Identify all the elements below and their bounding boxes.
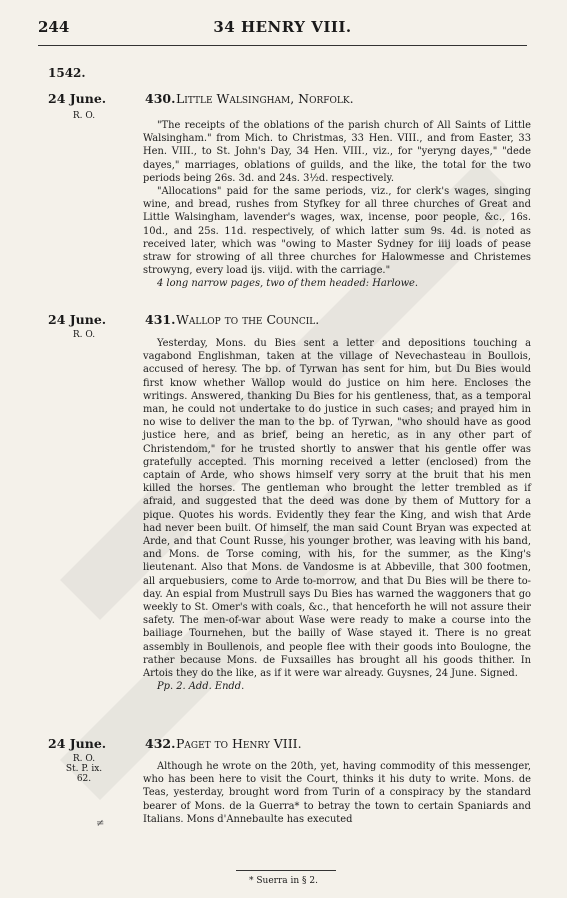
paragraph: Yesterday, Mons. du Bies sent a letter and depositions touching a vagabond Englishman, taken at the village of Nevechasteau in Boullois, accused of heresy. The bp. of Tyrwan has sent for him, but Du Bies would first know whether Wallop would do justice on him here. Encloses the writings. Answered, thanking Du Bies for his gentleness, that, as a temporal man, he could not undertake to do justice in such cases; and prayed him in no wise to deliver the man to the bp. of Tyrwan, "who should have as good justice here, and as brief, being an heretic, as in any other part of Christendom," for he trusted shortly to answer that his gentle offer was gratefully accepted. This morning received a letter (enclosed) from the captain of Arde, who shows himself very sorry at the bruit that his men killed the horses. The gentleman who brought the letter trembled as if afraid, and suggested that the deed was done by them of Muttory for a pique. Quotes his words. Evidently they fear the King, and wish that Arde had never been built. Of himself, the man said Count Bryan was expected at Arde, and that Count Russe, his younger brother, was leaving with his band, and Mons. de Torse coming, with his, for the summer, as the King's lieutenant. Also that Mons. de Vandosme is at Abbeville, that 300 footmen, all arquebusiers, come to Arde to-morrow, and that Du Bies will be there to-day. An espial from Mustrull says Du Bies has warned the waggoners that go weekly to St. Omer's with coals, &c., that henceforth he will not assure their safety. The men-of-war about Wase were ready to make a course into the bailiage Tournehen, but the bailly of Wase stayed it. There is no great assembly in Boullenois, and people flee with their goods into Boulogne, the rather because Mons. de Fuxsailles has brought all his goods thither. In Artois they do the like, as if it were war already. Guysnes, 24 June. Signed. — [143, 338, 531, 680]
entry-ref: St. P. ix. — [65, 764, 103, 774]
entry-note: 4 long narrow pages, two of them headed: Harlowe. — [157, 278, 419, 290]
footnote: * Suerra in § 2. — [249, 876, 318, 886]
running-title: 34 HENRY VIII. — [213, 18, 352, 36]
header-rule — [38, 45, 527, 46]
entry-ref: R. O. — [72, 111, 96, 121]
entry-body — [143, 337, 531, 693]
entry-body — [143, 760, 531, 826]
year-label: 1542. — [48, 66, 86, 80]
pen-mark: ≠ — [96, 818, 105, 829]
paragraph: "Allocations" paid for the same periods, viz., for clerk's wages, singing wine, and bread, rushes from Styfkey for all three churches of Great and Little Walsingham, lavender's wages, wax, incense, poor people, &c., 16s. 10d., and 25s. 11d. respectively, of which latter sum 9s. 4d. is noted as received later, which was "owing to Master Sydney for iiij loads of pease straw for strowing of all three churches for Halowmesse and Christemes strowyng, every load ijs. viijd. with the carriage." — [143, 186, 531, 277]
entry-date: 24 June. — [48, 91, 107, 106]
paragraph: Although he wrote on the 20th, yet, having commodity of this messenger, who has been here to visit the Court, thinks it his duty to write. Mons. de Teas, yesterday, brought word from Turin of a conspiracy by the standard bearer of Mons. de la Guerra* to betray the town to certain Spaniards and Italians. Mons d'Annebaulte has executed — [143, 761, 531, 825]
page-number: 244 — [38, 18, 70, 36]
paragraph: "The receipts of the oblations of the parish church of All Saints of Little Walsingham." from Mich. to Christmas, 33 Hen. VIII., and from Easter, 33 Hen. VIII., to St. John's Day, 34 Hen. VIII., viz., for "yeryng dayes," "dede dayes," marriages, oblations of guilds, and the like, the total for the two periods being 26s. 3d. and 24s. 3½d. respectively. — [143, 120, 531, 184]
entry-ref: R. O. — [72, 754, 96, 764]
footnote-rule — [236, 870, 336, 871]
entry-title: Wallop to the Council. — [176, 312, 320, 327]
entry-note: Pp. 2. Add. Endd. — [157, 681, 245, 693]
entry-body — [143, 119, 531, 291]
page-header — [38, 18, 527, 42]
entry-number: 430. — [145, 91, 176, 106]
entry-title: Paget to Henry VIII. — [176, 736, 302, 751]
entry-ref: R. O. — [72, 330, 96, 340]
entry-title: Little Walsingham, Norfolk. — [176, 91, 354, 106]
entry-ref: 62. — [76, 774, 92, 784]
entry-number: 431. — [145, 312, 176, 327]
entry-number: 432. — [145, 736, 176, 751]
entry-date: 24 June. — [48, 736, 107, 751]
entry-date: 24 June. — [48, 312, 107, 327]
